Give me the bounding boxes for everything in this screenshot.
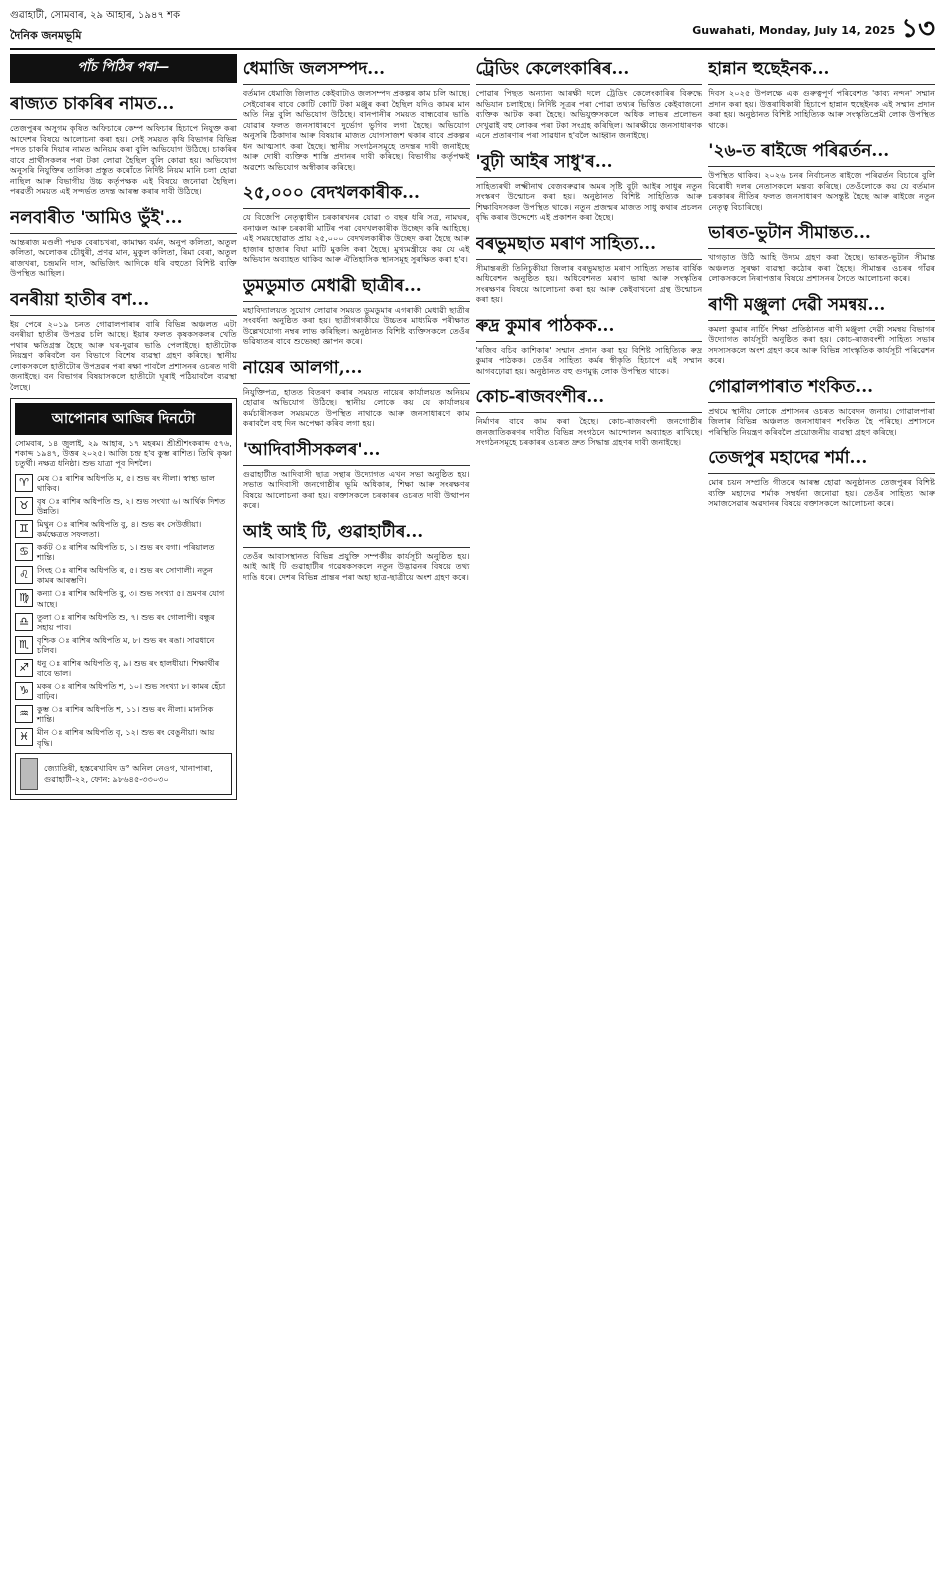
article-body: দিবস ২০২৫ উপলক্ষে এক গুৰুত্বপূৰ্ণ পৰিবেশত 'কাব্য নন্দন' সম্মান প্ৰদান কৰা হয়। উত্তৰাধিকাৰী হিচাপে হান্নান হুছেইনক এই সম্মান প্ৰদান কৰা হয়। অনুষ্ঠানত বিশিষ্ট সাহিত্যিক আৰু সংস্কৃতিপ্ৰেমী লোক উপস্থিত থাকে। xyxy=(708,88,935,130)
article-body: সীমান্তৰতী তিনিচুকীয়া জিলাৰ বৰভুমছাত মৰাণ সাহিত্য সভাৰ বাৰ্ষিক অধিবেশন অনুষ্ঠিত হয়। অধিবেশনত মৰাণ ভাষা আৰু সংস্কৃতিৰ সংৰক্ষণৰ বিষয়ে আলোচনা কৰা হয় আৰু কেইবাখনো গ্ৰন্থ উন্মোচন কৰা হয়। xyxy=(475,262,703,304)
article-headline[interactable]: নলবাৰীত 'আমিও ভুঁই'... xyxy=(10,205,237,234)
zodiac-entry xyxy=(15,589,232,609)
article-headline[interactable]: ৰাণী মঞ্জুলা দেৱী সমন্বয়... xyxy=(708,292,935,321)
article-headline[interactable]: 'আদিবাসীসকলৰ'... xyxy=(243,437,470,466)
article xyxy=(10,285,237,393)
column-3 xyxy=(476,54,703,1554)
article-headline[interactable]: আই আই টি, গুৱাহাটীৰ... xyxy=(243,519,470,548)
article xyxy=(10,203,237,279)
column-1 xyxy=(10,54,237,1554)
column-2 xyxy=(243,54,470,1554)
article xyxy=(708,218,935,284)
zodiac-text: মেষ ঃ ৰাশিৰ অধিপতি ম, ৫। শুভ ৰং নীলা। স্বাস্থ্য ভাল থাকিব। xyxy=(37,473,215,493)
aries-icon: ♈ xyxy=(15,474,33,492)
zodiac-text: ধনু ঃ ৰাশিৰ অধিপতি বৃ, ৯। শুভ ৰং হালধীয়া। শিক্ষাৰ্থীৰ বাবে ভাল। xyxy=(37,658,220,679)
article xyxy=(243,178,470,265)
article-body: পোৱাৰ পিছত অন্যান্য আৰক্ষী দলে ট্ৰেডিং কেলেংকাৰিৰ বিৰুদ্ধে অভিযান চলাইছে। নিৰ্দিষ্ট সূত্ৰৰ পৰা পোৱা তথ্যৰ ভিত্তিত কেইবাজনো ব্যক্তিক আটক কৰা হৈছে। অভিযুক্তসকলে অধিক লাভৰ প্ৰলোভন দেখুৱাই বহু লোকৰ পৰা টকা সংগ্ৰহ কৰিছিল। আৰক্ষীয়ে জনসাধাৰণক এনে প্ৰতাৰণাৰ পৰা সাৱধান হ'বলৈ আহ্বান জনাইছে। xyxy=(475,88,703,140)
zodiac-entry xyxy=(15,566,232,586)
zodiac-text: তুলা ঃ ৰাশিৰ অধিপতি শু, ৭। শুভ ৰং গোলাপী। বন্ধুৰ সহায় পাব। xyxy=(37,612,215,632)
article-headline[interactable]: ভাৰত-ভুটান সীমান্তত... xyxy=(708,220,935,249)
scorpio-icon: ♏ xyxy=(15,636,33,654)
article-body: আন্তৰাজ মণ্ডলী পদ্মক বেৰাচখৰা, কামাক্ষ্য বৰ্মন, অনুপ কলিতা, অতুল কলিতা, অলোকৰ চৌধুৰী, প্ৰণৱ মান, মুকুল কলিতা, ৰিমা বেৰা, অতুল ৰাজখৰা, চন্দ্ৰমনি দাস, অভিজিৎ আদিকে ধৰি বহুতো বিশিষ্ট ব্যক্তি উপস্থিত আছিল। xyxy=(10,236,237,278)
astrologer-credit xyxy=(15,753,232,795)
header-date-english: Guwahati, Monday, July 14, 2025 xyxy=(692,23,896,37)
zodiac-text: মকৰ ঃ ৰাশিৰ অধিপতি শ, ১০। শুভ সংখ্যা ৮। কামৰ হেঁচা বাঢ়িব। xyxy=(37,682,226,702)
article xyxy=(476,382,703,448)
aquarius-icon: ♒ xyxy=(15,705,33,723)
article-headline[interactable]: বনৰীয়া হাতীৰ বশ... xyxy=(10,287,237,316)
article-body: যে বিজেপি নেতৃত্বাধীন চৰকাৰখনৰ যোৱা ৩ বছৰ ধৰি সত্ৰ, নামঘৰ, বনাঞ্চল আৰু চৰকাৰী মাটিৰ পৰা বেদখলকাৰীক উচ্ছেদ কৰি আহিছে। এই সময়ছোৱাত প্ৰায় ২৫,০০০ বেদখলকাৰীক উচ্ছেদ কৰা হৈছে আৰু হাজাৰ হাজাৰ বিঘা মাটি মুকলি কৰা হৈছে। মুখ্যমন্ত্ৰীয়ে কয় যে এই অভিযান অব্যাহত থাকিব আৰু ঐতিহাসিক স্থানসমূহ সুৰক্ষিত কৰা হ'ব। xyxy=(242,212,470,264)
taurus-icon: ♉ xyxy=(15,497,33,515)
article-body: মোৰ চয়ন সম্প্ৰতি গীতৰে আৰম্ভ হোৱা অনুষ্ঠানত তেজপুৰৰ বিশিষ্ট ব্যক্তি মহাদেৱ শৰ্মাক সম্বৰ্ধনা জনোৱা হয়। তেওঁৰ সাহিত্য আৰু সমাজসেৱাৰ অৱদানৰ বিষয়ে বক্তাসকলে আলোচনা কৰে। xyxy=(708,477,935,508)
article-headline[interactable]: কোচ-ৰাজবংশীৰ... xyxy=(476,384,703,413)
article xyxy=(708,136,935,212)
article-body: গুৱাহাটীত আদিবাসী ছাত্ৰ সন্থাৰ উদ্যোগত এখন সভা অনুষ্ঠিত হয়। সভাত আদিবাসী জনগোষ্ঠীৰ ভূমি অধিকাৰ, শিক্ষা আৰু সংৰক্ষণৰ বিষয়ে আলোচনা কৰা হয়। বক্তাসকলে চৰকাৰৰ ওচৰত দাবী উত্থাপন কৰে। xyxy=(242,468,470,510)
article xyxy=(243,353,470,429)
paper-name: দৈনিক জনমভূমি xyxy=(10,29,82,42)
horoscope-panel xyxy=(10,398,237,800)
article-headline[interactable]: তেজপুৰ মহাদেৱ শৰ্মা... xyxy=(708,445,935,474)
zodiac-entry xyxy=(15,659,232,679)
article-headline[interactable]: গোৱালপাৰাত শংকিত... xyxy=(708,374,935,403)
zodiac-entry xyxy=(15,520,232,540)
zodiac-entry xyxy=(15,728,232,748)
article xyxy=(476,311,703,377)
zodiac-entry xyxy=(15,705,232,725)
article xyxy=(476,54,703,141)
article-headline[interactable]: ৰাজ্যত চাকৰিৰ নামত... xyxy=(10,91,237,120)
article xyxy=(708,54,935,130)
header-date-assamese: গুৱাহাটী, সোমবাৰ, ২৯ আহাৰ, ১৯৪৭ শক xyxy=(10,10,181,21)
pisces-icon: ♓ xyxy=(15,728,33,746)
article xyxy=(476,147,703,223)
capricorn-icon: ♑ xyxy=(15,682,33,700)
zodiac-text: কুম্ভ ঃ ৰাশিৰ অধিপতি শ, ১১। শুভ ৰং নীলা। মানসিক শান্তি। xyxy=(37,705,214,725)
cancer-icon: ♋ xyxy=(15,543,33,561)
article-headline[interactable]: ধেমাজি জলসম্পদ... xyxy=(243,56,470,85)
article-body: তেওঁৰ আবাসস্থানত বিভিন্ন প্ৰযুক্তি সম্পৰ্কীয় কাৰ্যসূচী অনুষ্ঠিত হয়। আই আই টি গুৱাহাটীৰ গৱেষকসকলে নতুন উদ্ভাৱনৰ বিষয়ে তথ্য দাঙি ধৰে। দেশৰ বিভিন্ন প্ৰান্তৰ পৰা অহা ছাত্ৰ-ছাত্ৰীয়ে অংশ গ্ৰহণ কৰে। xyxy=(242,550,470,582)
zodiac-text: বৃষ ঃ ৰাশিৰ অধিপতি শু, ২। শুভ সংখ্যা ৬। আর্থিক দিশত উন্নতি। xyxy=(37,496,226,516)
continued-kicker: পাঁচ পিঠিৰ পৰা— xyxy=(10,54,237,83)
article-headline[interactable]: হান্নান হুছেইনক... xyxy=(708,56,935,85)
virgo-icon: ♍ xyxy=(15,589,33,607)
article xyxy=(708,372,935,438)
zodiac-entry xyxy=(15,474,232,494)
article xyxy=(708,443,935,509)
article-body: প্ৰথমে স্থানীয় লোকে প্ৰশাসনৰ ওচৰত আবেদন জনায়। গোৱালপাৰা জিলাৰ বিভিন্ন অঞ্চলত জনসাধাৰণ শংকিত হৈ পৰিছে। প্ৰশাসনে পৰিস্থিতি নিয়ন্ত্ৰণ কৰিবলৈ প্ৰয়োজনীয় ব্যৱস্থা গ্ৰহণ কৰিছে। xyxy=(708,405,935,437)
page-number: ১৩ xyxy=(901,14,935,44)
article-headline[interactable]: '২৬-ত ৰাইজে পৰিৱৰ্তন... xyxy=(708,138,935,167)
article-headline[interactable]: ৰুদ্ৰ কুমাৰ পাঠকক... xyxy=(476,313,703,342)
article xyxy=(708,290,935,366)
article-headline[interactable]: 'বুঢ়ী আইৰ সাধু'ৰ... xyxy=(476,149,703,178)
gemini-icon: ♊ xyxy=(15,520,33,538)
article-body: উপস্থিত থাকিব। ২০২৬ চনৰ নিৰ্বাচনত ৰাইজে পৰিৱৰ্তন বিচাৰে বুলি বিৰোধী দলৰ নেতাসকলে মন্তব্য কৰিছে। তেওঁলোকে কয় যে বৰ্তমান চৰকাৰৰ নীতিৰ ফলত জনসাধাৰণ অসন্তুষ্ট হৈছে আৰু ৰাইজে নতুন নেতৃত্ব বিচাৰিছে। xyxy=(708,170,935,212)
zodiac-text: বৃশ্চিক ঃ ৰাশিৰ অধিপতি ম, ৮। শুভ ৰং ৰঙা। সাৱধানে চলিব। xyxy=(37,635,215,655)
article xyxy=(476,229,703,305)
article-body: তেজপুৰৰ অসুগম কৃষিত অফিচাৰে কেম্প অফিচাৰ হিচাপে নিযুক্ত কৰা আদেশৰ বিষয়ে আলোচনা কৰা হয়। সেই সময়ত কৃষি বিভাগৰ বিভিন্ন পদত চাকৰি দিয়াৰ নামত অনিয়ম কৰা বুলি অভিযোগ উঠিছে। চাকৰিৰ বাবে প্ৰাৰ্থীসকলৰ পৰা টকা লোৱা হৈছিল বুলি কোৱা হয়। অভিযোগ অনুসৰি নিযুক্তিৰ তালিকা প্ৰস্তুত কৰোঁতে নিৰ্দিষ্ট নিয়ম মানি চলা হোৱা নাছিল আৰু বিভাগীয় উচ্চ কৰ্তৃপক্ষক এই বিষয়ে জনোৱা হৈছিল। পৰৱৰ্তী সময়ত এই সন্দৰ্ভত তদন্ত আৰম্ভ কৰাৰ দাবী উঠিছে। xyxy=(10,123,237,196)
horoscope-heading: আপোনাৰ আজিৰ দিনটো xyxy=(15,403,232,435)
zodiac-text: মীন ঃ ৰাশিৰ অধিপতি বৃ, ১২। শুভ ৰং বেঙুনীয়া। আয় বৃদ্ধি। xyxy=(37,728,215,748)
astrologer-photo xyxy=(20,758,38,790)
zodiac-entry xyxy=(15,636,232,656)
article-headline[interactable]: ২৫,০০০ বেদখলকাৰীক... xyxy=(243,180,470,209)
article-body: ইয় পেৰে ২০১৯ চনত গোৱালপাৰাৰ বাৰি বিভিন্ন অঞ্চলত এটা বনৰীয়া হাতীৰ উপদ্ৰৱ চলি আছে। ইয়াৰ ফলত কৃষকসকলৰ খেতি পথাৰ ক্ষতিগ্ৰস্ত হৈছে আৰু ঘৰ-দুৱাৰ ভাঙি পেলাইছে। হাতীটোক নিয়ন্ত্ৰণ কৰিবলৈ বন বিভাগে বিশেষ ব্যৱস্থা গ্ৰহণ কৰিছে। স্থানীয় লোকসকলে হাতীটোৰ উপদ্ৰৱৰ পৰা ৰক্ষা পাবলৈ প্ৰশাসনৰ ওচৰত দাবী জনাইছে। বন বিভাগৰ বিষয়াসকলে হাতীটো ঘূৰাই পঠিয়াবলৈ ব্যৱস্থা লৈছে। xyxy=(10,318,237,392)
article xyxy=(10,89,237,197)
article-headline[interactable]: ডুমডুমাত মেধাৱী ছাত্ৰীৰ... xyxy=(243,273,470,302)
zodiac-text: মিথুন ঃ ৰাশিৰ অধিপতি বু, ৪। শুভ ৰং সেউজীয়া। কৰ্মক্ষেত্ৰত সফলতা। xyxy=(37,520,202,540)
article-body: সাহিত্যৰথী লক্ষ্মীনাথ বেজবৰুৱাৰ অমৰ সৃষ্টি বুঢ়ী আইৰ সাধুৰ নতুন সংস্কৰণ উন্মোচন কৰা হয়। অনুষ্ঠানত বিশিষ্ট সাহিত্যিক আৰু শিক্ষাবিদসকল উপস্থিত থাকে। নতুন প্ৰজন্মৰ মাজত সাধু কথাৰ প্ৰচলন বৃদ্ধি কৰাৰ উদ্দেশ্যে এই প্ৰকাশন কৰা হৈছে। xyxy=(475,180,703,222)
libra-icon: ♎ xyxy=(15,613,33,631)
zodiac-entry xyxy=(15,543,232,563)
article xyxy=(243,517,470,583)
sagittarius-icon: ♐ xyxy=(15,659,33,677)
article xyxy=(243,435,470,511)
article-body: মহাবিদ্যালয়ত সুযোগ লোৱাৰ সময়ত ডুমডুমাৰ এগৰাকী মেধাৱী ছাত্ৰীৰ সংবৰ্ধনা অনুষ্ঠিত কৰা হয়। ছাত্ৰীগৰাকীয়ে উচ্চতৰ মাধ্যমিক পৰীক্ষাত উল্লেখযোগ্য নম্বৰ লাভ কৰিছিল। অনুষ্ঠানত বিশিষ্ট ব্যক্তিসকলে তেওঁৰ ভৱিষ্যতৰ বাবে শুভেচ্ছা জ্ঞাপন কৰে। xyxy=(242,304,470,346)
zodiac-text: কৰ্কট ঃ ৰাশিৰ অধিপতি চ, ১। শুভ ৰং বগা। পৰিয়ালত শান্তি। xyxy=(37,543,215,563)
article-body: কমলা কুমাৰ নাৰ্চিং শিক্ষা প্ৰতিষ্ঠানত ৰাণী মঞ্জুলা দেৱী সমন্বয় বিভাগৰ উদ্যোগত কাৰ্যসূচী অনুষ্ঠিত কৰা হয়। কোচ-ৰাজবংশী সাহিত্য সভাৰ সদস্যসকলে অংশ গ্ৰহণ কৰে আৰু বিভিন্ন সাংস্কৃতিক কাৰ্যসূচী পৰিৱেশন কৰে। xyxy=(708,323,935,365)
zodiac-entry xyxy=(15,613,232,633)
article-body: বৰ্তমান ধেমাজি জিলাত কেইবাটাও জলসম্পদ প্ৰকল্পৰ কাম চলি আছে। সেইবোৰৰ বাবে কোটি কোটি টকা মঞ্জুৰ কৰা হৈছিল যদিও কামৰ মান অতি নিম্ন বুলি অভিযোগ উঠিছে। বানপানীৰ সময়ত বান্ধবোৰ ভাঙি যোৱাৰ ফলত জনসাধাৰণে দুৰ্ভোগ ভুগিব লগা হৈছে। অভিযোগ অনুসৰি ঠিকাদাৰ আৰু বিষয়াৰ মাজত যোগসাজশ থকাৰ বাবে প্ৰকল্পৰ ধন আত্মসাৎ কৰা হৈছে। স্থানীয় সংগঠনসমূহে তদন্তৰ দাবী জনাইছে আৰু দোষী ব্যক্তিক শাস্তি প্ৰদানৰ দাবী কৰিছে। বিভাগীয় কৰ্তৃপক্ষই অৱশ্যে অভিযোগ অস্বীকাৰ কৰিছে। xyxy=(242,88,470,172)
leo-icon: ♌ xyxy=(15,566,33,584)
article-headline[interactable]: ট্ৰেডিং কেলেংকাৰিৰ... xyxy=(476,56,703,85)
article-body: নিযুক্তিপত্ৰ, হাতত বিতৰণ কৰাৰ সময়ত নায়েৰ কাৰ্যালয়ত অনিয়ম হোৱাৰ অভিযোগ উঠিছে। স্থানীয় লোকে কয় যে কাৰ্যালয়ৰ কৰ্মচাৰীসকল সময়মতে উপস্থিত নাথাকে আৰু জনসাধাৰণে কাম কৰাবলৈ বহু দিন অপেক্ষা কৰিব লগা হয়। xyxy=(242,386,470,428)
article-body: খাগড়াত উঠি আহি উদ্যম গ্ৰহণ কৰা হৈছে। ভাৰত-ভুটান সীমান্ত অঞ্চলত সুৰক্ষা ব্যৱস্থা কঠোৰ কৰা হৈছে। সীমান্তৰ ওচৰৰ গাঁৱৰ লোকসকলে নিৰাপত্তাৰ বিষয়ে প্ৰশাসনৰ সৈতে আলোচনা কৰে। xyxy=(708,252,935,283)
zodiac-text: সিংহ ঃ ৰাশিৰ অধিপতি ৰ, ৫। শুভ ৰং সোণালী। নতুন কামৰ আৰম্ভণি। xyxy=(37,566,213,586)
zodiac-text: কন্যা ঃ ৰাশিৰ অধিপতি বু, ৩। শুভ সংখ্যা ৫। ভ্ৰমণৰ যোগ আছে। xyxy=(37,589,225,609)
article-headline[interactable]: নায়েৰ আলগা,... xyxy=(243,355,470,384)
article-body: নিৰ্মাণৰ বাবে কাম কৰা হৈছে। কোচ-ৰাজবংশী জনগোষ্ঠীৰ জনজাতিকৰণৰ দাবীত বিভিন্ন সংগঠনে আন্দোলন অব্যাহত ৰাখিছে। সংগঠনসমূহে চৰকাৰৰ ওচৰত দ্ৰুত সিদ্ধান্ত গ্ৰহণৰ দাবী জনাইছে। xyxy=(475,416,703,447)
article xyxy=(243,271,470,347)
article xyxy=(243,54,470,172)
zodiac-entry xyxy=(15,682,232,702)
column-4 xyxy=(708,54,935,1554)
zodiac-entry xyxy=(15,497,232,517)
article-body: 'ৰজিব বচিব কাশিকাৰ' সম্মান প্ৰদান কৰা হয় বিশিষ্ট সাহিত্যিক ৰুদ্ৰ কুমাৰ পাঠকক। তেওঁৰ সাহিত্য কৰ্মৰ স্বীকৃতি হিচাপে এই সম্মান আগবঢ়োৱা হয়। অনুষ্ঠানত বহু গুণমুগ্ধ লোক উপস্থিত থাকে। xyxy=(475,344,703,376)
page-header xyxy=(10,8,935,46)
horoscope-intro: সোমবাৰ, ১৪ জুলাই, ২৯ আহাৰ, ১৭ মহৰম। শ্ৰীশ্ৰীশংকৰাব্দ ৫৭৬, শকাব্দ ১৯৪৭, উত্তৰ ২০২৫। আজি চন্দ্ৰ হ'ব কুম্ভ ৰাশিত। তিথি কৃষ্ণা চতুৰ্থী। নক্ষত্ৰ ধনিষ্ঠা। শুভ যাত্ৰা পূব দিশলৈ। xyxy=(15,439,232,469)
astrologer-contact: জ্যোতিষী, হস্তৰেখাবিদ ড° অনিল নেওগ, খানাপাৰা, গুৱাহাটী-২২, ফোন: ৯৮৬৪৫-৩৩০৩০ xyxy=(44,762,213,784)
columns-container xyxy=(10,54,935,1554)
article-headline[interactable]: বৰভুমছাত মৰাণ সাহিত্য... xyxy=(476,231,703,260)
